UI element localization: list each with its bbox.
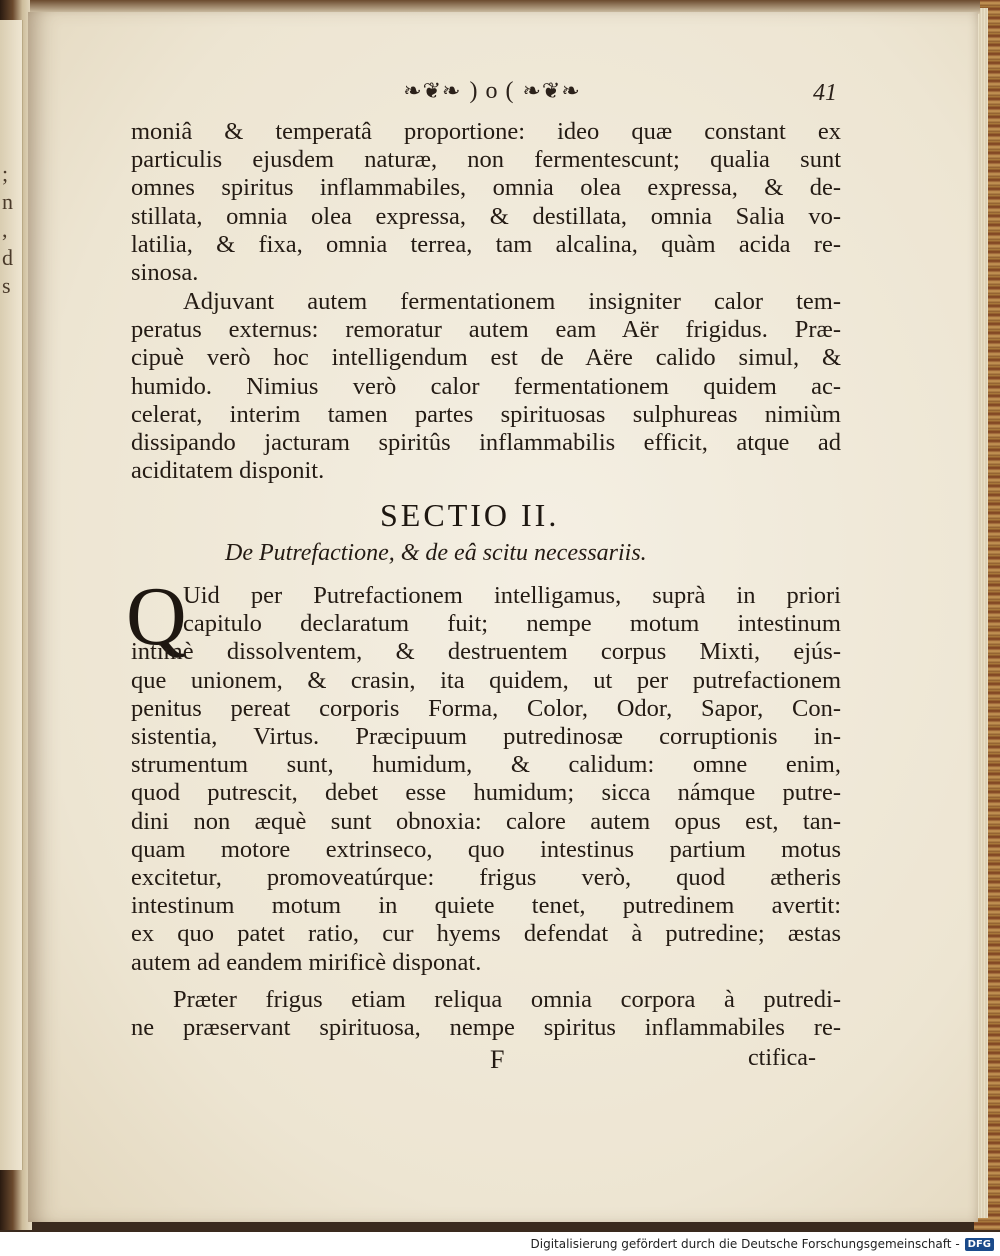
text-line: Præter frigus etiam reliqua omnia corpora à putredi- xyxy=(173,986,841,1013)
text-line: aciditatem disponit. xyxy=(131,457,325,485)
text-line: peratus externus: remoratur autem eam Aër frigidus. Præ- xyxy=(131,316,841,344)
text-line: autem ad eandem mirificè disponat. xyxy=(131,948,482,976)
text-line: excitetur, promoveatúrque: frigus verò, quod ætheris xyxy=(131,864,841,892)
paragraph-4 xyxy=(131,986,841,1042)
catchword: ctifica- xyxy=(748,1045,816,1071)
edge-fragment: , xyxy=(2,217,8,242)
text-line: moniâ & temperatâ proportione: ideo quæ constant ex xyxy=(131,118,841,145)
text-line: penitus pereat corporis Forma, Color, Odor, Sapor, Con- xyxy=(131,694,841,722)
text-line: stillata, omnia olea expressa, & destillata, omnia Salia vo- xyxy=(131,202,841,230)
text-line: dissipando jacturam spiritûs inflammabilis efficit, atque ad xyxy=(131,429,841,457)
paragraph-3 xyxy=(131,582,841,977)
paragraph-1 xyxy=(131,118,841,287)
text-line: Adjuvant autem fermentationem insigniter calor tem- xyxy=(183,288,841,315)
ornament-right-icon: ❧❦❧ xyxy=(522,78,581,103)
dfg-logo-icon: DFG xyxy=(965,1238,994,1251)
ornament-left-icon: ❧❦❧ xyxy=(403,78,462,103)
text-line: sinosa. xyxy=(131,259,199,287)
footer-text: Digitalisierung gefördert durch die Deutsche Forschungsgemeinschaft - xyxy=(530,1237,960,1251)
running-head xyxy=(392,76,592,106)
text-line: strumentum sunt, humidum, & calidum: omne enim, xyxy=(131,751,841,779)
text-line: dini non æquè sunt obnoxia: calore autem opus est, tan- xyxy=(131,807,841,835)
section-title: SECTIO II. xyxy=(380,497,560,533)
text-line: sistentia, Virtus. Præcipuum putredinosæ corruptionis in- xyxy=(131,723,841,751)
edge-fragment: n xyxy=(2,189,13,214)
text-line: ex quo patet ratio, cur hyems defendat à putredine; æstas xyxy=(131,920,841,948)
signature-mark: F xyxy=(490,1045,505,1074)
paragraph-2 xyxy=(131,288,841,485)
page-number: 41 xyxy=(813,80,837,106)
text-line: intimè dissolventem, & destruentem corpus Mixti, ejús- xyxy=(131,638,841,666)
digitization-footer xyxy=(0,1232,1000,1256)
text-line: que unionem, & crasin, ita quidem, ut per putrefactionem xyxy=(131,666,841,694)
running-head-text: ) o ( xyxy=(469,77,515,104)
drop-cap: Q xyxy=(126,570,187,663)
edge-fragment: d xyxy=(2,245,13,270)
previous-page-edge xyxy=(0,20,23,1170)
text-line: ne præservant spirituosa, nempe spiritus inflammabiles re- xyxy=(131,1014,841,1042)
edge-fragment: ; xyxy=(2,161,9,186)
text-line: Uid per Putrefactionem intelligamus, suprà in priori xyxy=(183,582,841,609)
text-line: celerat, interim tamen partes spirituosas sulphureas nimiùm xyxy=(131,400,841,428)
text-line: particulis ejusdem naturæ, non fermentescunt; qualia sunt xyxy=(131,146,841,174)
text-line: quod putrescit, debet esse humidum; sicca námque putre- xyxy=(131,779,841,807)
text-line: intestinum motum in quiete tenet, putredinem avertit: xyxy=(131,892,841,920)
text-line: omnes spiritus inflammabiles, omnia olea expressa, & de- xyxy=(131,174,841,202)
text-line: quam motore extrinseco, quo intestinus partium motus xyxy=(131,835,841,863)
edge-fragment: s xyxy=(2,273,11,298)
text-line: capitulo declaratum fuit; nempe motum intestinum xyxy=(183,610,841,638)
edge-text-fragments xyxy=(2,160,20,300)
text-line: cipuè verò hoc intelligendum est de Aëre calido simul, & xyxy=(131,344,841,372)
section-subtitle: De Putrefactione, & de eâ scitu necessariis. xyxy=(225,540,647,566)
text-line: latilia, & fixa, omnia terrea, tam alcalina, quàm acida re- xyxy=(131,230,841,258)
text-line: humido. Nimius verò calor fermentationem quidem ac- xyxy=(131,372,841,400)
